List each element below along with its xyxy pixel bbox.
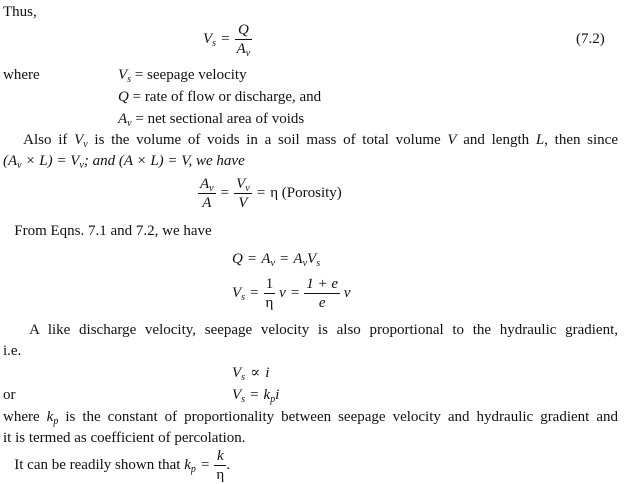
from-eqns-text: From Eqns. 7.1 and 7.2, we have (14, 223, 212, 239)
shown-statement: It can be readily shown that $k_p$ = $\frac{k}{\eta}$ . (14, 448, 230, 484)
or-label: or (3, 387, 16, 403)
thus-label: Thus, (3, 4, 37, 20)
paragraph-proportional-line1: A like discharge velocity, seepage velocity is also proportional to the hydraulic gradient, (29, 322, 619, 338)
fraction-1-plus-e-over-e: $\frac{1 + e}{e}$ (306, 276, 339, 312)
fraction-vv-over-v: $\frac{V_v}{V}$ (236, 176, 250, 212)
paragraph-proportional-line2: i.e. (3, 343, 22, 359)
definition-vs: $V_s$ = seepage velocity (118, 67, 247, 85)
fraction-1-over-eta: $\frac{1}{\eta}$ (265, 276, 274, 312)
equation-discharge: $Q = A_v = A_vV_s$ (232, 251, 321, 269)
fraction-q-over-av: $\frac{Q}{A_v}$ (236, 22, 251, 60)
equation-7-2: $V_s$ = $\frac{Q}{A_v}$ (203, 22, 251, 60)
definition-av: $A_v$ = net sectional area of voids (118, 111, 305, 129)
definition-q: Q = rate of flow or discharge, and (118, 89, 322, 105)
paragraph-voids-line2: $(A_v \times L) = V_v$; and (A × L) = V, we have (3, 153, 245, 171)
paragraph-percolation-line1: where $k_p$ is the constant of proportionality between seepage velocity and hydraulic gradient and (3, 409, 618, 427)
equation-proportional: $V_s \propto i$ (232, 365, 270, 383)
equation-number-7-2: (7.2) (576, 31, 605, 47)
paragraph-percolation-line2: it is termed as coefficient of percolation. (3, 430, 246, 446)
equation-seepage-velocity: $V_s$ = $\frac{1}{\eta}$ v = $\frac{1 + e}{e}$ v (232, 276, 351, 312)
where-label: where (3, 67, 40, 83)
paragraph-voids-line1: Also if $V_v$ is the volume of voids in a soil mass of total volume V and length L, then since (23, 132, 619, 150)
equation-porosity: $\frac{A_v}{A}$ = $\frac{V_v}{V}$ = η (Porosity) (200, 176, 342, 212)
equation-percolation: $V_s = k_pi$ (232, 387, 280, 405)
fraction-av-over-a: $\frac{A_v}{A}$ (200, 176, 214, 212)
fraction-k-over-eta: $\frac{k}{\eta}$ (216, 448, 225, 484)
